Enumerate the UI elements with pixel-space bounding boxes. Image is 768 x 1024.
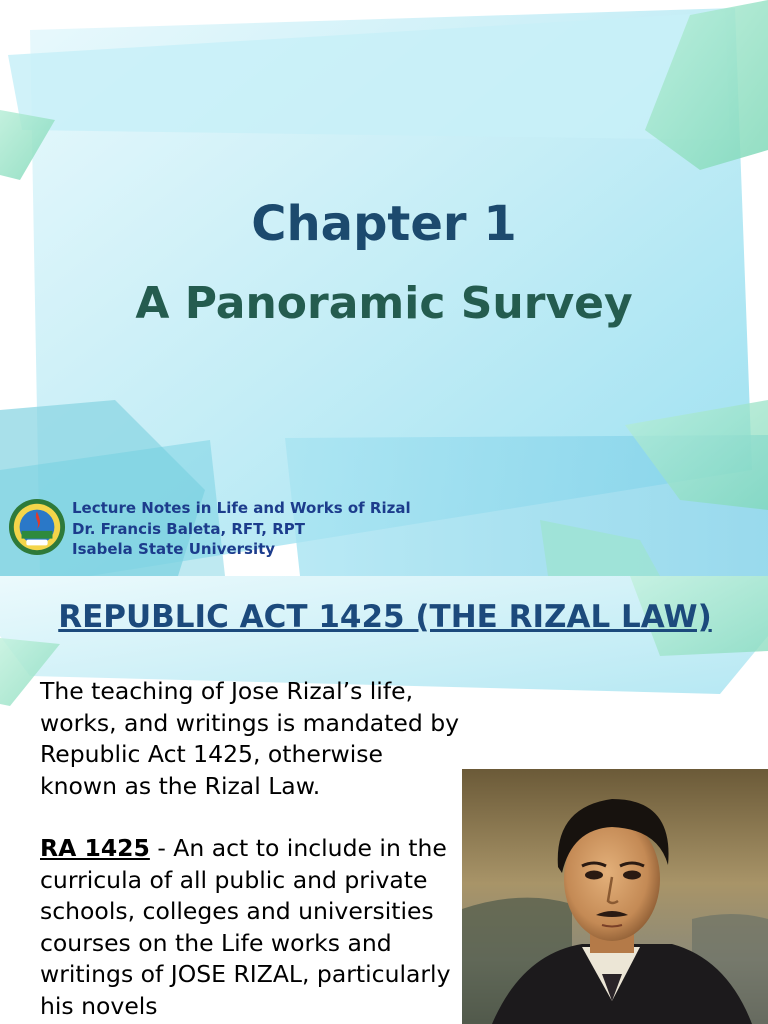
intro-paragraph: The teaching of Jose Rizal’s life, works, and writings is mandated by Republic Act 1425, otherwise known as the Rizal Law. [40, 677, 460, 800]
body-text [40, 676, 460, 1022]
university-seal-icon [8, 498, 66, 556]
jose-rizal-portrait [462, 769, 768, 1024]
credits-course: Lecture Notes in Life and Works of Rizal [72, 499, 411, 517]
ra-definition-text: - An act to include in the curricula of all public and private schools, colleges and universities courses on the Life works and writings of JOSE RIZAL, particularly his novels [40, 834, 451, 1020]
lecture-credits [72, 498, 411, 560]
credits-author: Dr. Francis Baleta, RFT, RPT [72, 519, 305, 538]
chapter-title: Chapter 1 [251, 196, 517, 252]
ra-definition-paragraph [40, 833, 460, 1022]
rizal-law-slide [0, 576, 768, 1024]
slide-heading: REPUBLIC ACT 1425 (THE RIZAL LAW) [58, 599, 712, 635]
ra-label: RA 1425 [40, 834, 150, 862]
chapter-subtitle: A Panoramic Survey [135, 278, 633, 329]
credits-institution: Isabela State University [72, 540, 276, 558]
